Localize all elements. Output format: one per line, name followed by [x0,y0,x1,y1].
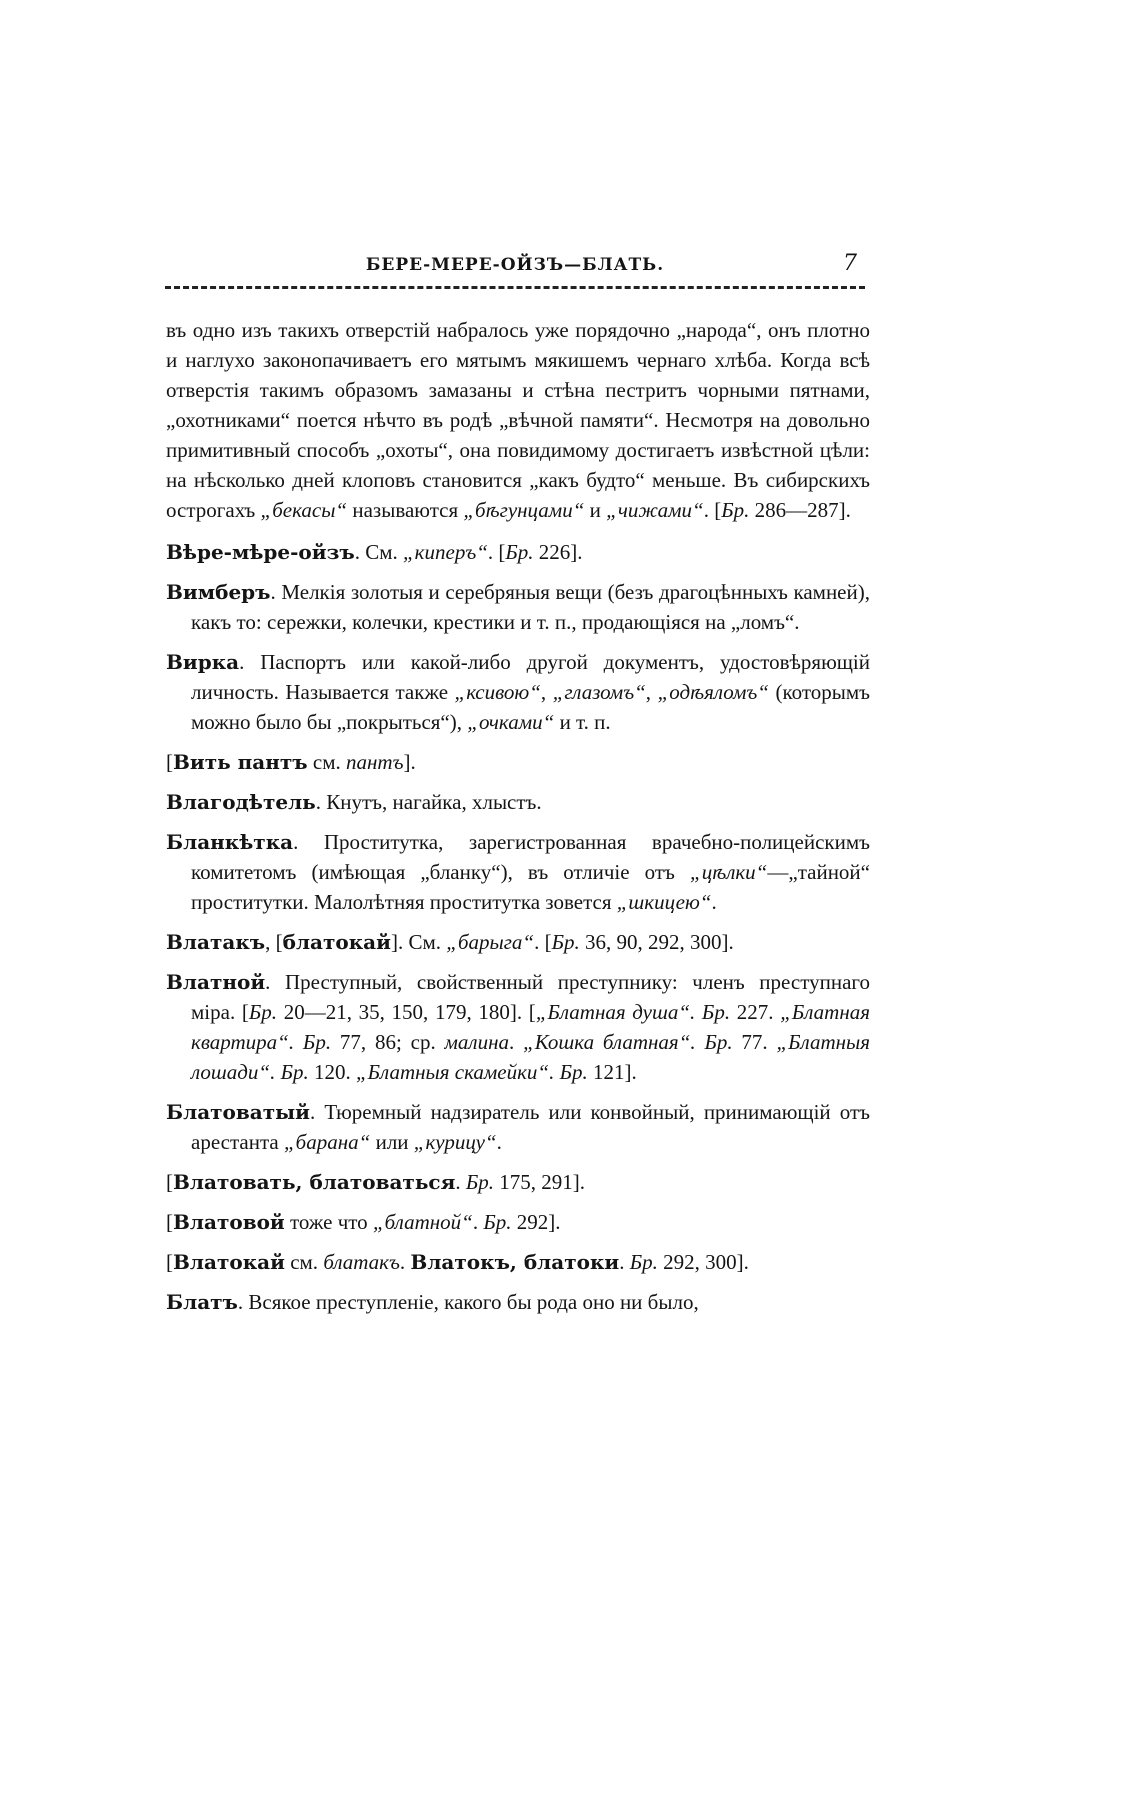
entry-text: , [540,680,553,704]
italic-text: „чижами“ [606,498,704,522]
italic-text: „очками“ [467,710,555,734]
italic-text: „барыга“ [446,930,535,954]
italic-text: „барана“ [283,1130,371,1154]
entry-text: тоже что [284,1210,373,1234]
dictionary-entry [166,1167,870,1197]
entry-text: 226]. [533,540,583,564]
italic-text: „блатной“ [372,1210,473,1234]
dictionary-entry [166,927,870,957]
running-header [165,251,865,295]
entry-text: называются [347,498,464,522]
dictionary-entry [166,647,870,737]
dictionary-entry [166,537,870,567]
italic-text: Бр. [465,1170,494,1194]
entry-text: . [472,1210,484,1234]
italic-text: „бѣгунцами“ [463,498,585,522]
entry-headword: Влатовой [173,1210,285,1234]
italic-text: „ксивою“ [454,680,541,704]
entry-text: . [ [703,498,722,522]
entry-text: . Тюремный надзиратель или конвойный, принимающій отъ арестанта [191,1100,870,1154]
italic-text: „Блатныя лошади“. Бр. [191,1030,871,1084]
italic-text: Бр. [551,930,580,954]
entry-text: [ [166,1250,173,1274]
dictionary-entry [166,827,870,917]
entry-text: 175, 291]. [494,1170,585,1194]
entry-text: [ [166,1210,173,1234]
italic-text: „одѣяломъ“ [657,680,769,704]
dictionary-entries [166,315,870,1327]
entry-headword: Вирка [166,650,240,674]
italic-text: „Блатная квартира“. Бр. [191,1000,871,1054]
italic-text: Бр. [483,1210,512,1234]
entry-text: , [645,680,658,704]
entry-text: . [619,1250,630,1274]
italic-text: блатакъ [323,1250,400,1274]
entry-text: см. [307,750,347,774]
dictionary-entry [166,747,870,777]
italic-text: „Блатная душа“. Бр. [535,1000,731,1024]
entry-text: . Паспортъ или какой-либо другой документъ, удостовѣряющій личность. Называется также [191,650,870,704]
entry-text: [ [166,750,173,774]
entry-text: и т. п. [554,710,611,734]
dictionary-entry [166,1207,870,1237]
entry-text: 286—287]. [749,498,851,522]
entry-text: см. [284,1250,324,1274]
italic-text: Бр. [721,498,750,522]
entry-text: въ одно изъ такихъ отверстій набралось уже порядочно „народа“, онъ плотно и наглухо законопачиваетъ его мятымъ мякишемъ чернаго хлѣба. Когда всѣ отверстія такимъ образомъ замазаны и стѣна пестритъ чорными пятнами, „охотниками“ поется нѣчто въ родѣ „вѣчной памяти“. Несмотря на довольно примитивный способъ „охоты“, она повидимому достигаетъ извѣстной цѣли: на нѣсколько дней клоповъ становится „какъ будто“ меньше. Въ сибирскихъ острогахъ [166,318,870,522]
italic-text: „шкицею“ [616,890,712,914]
entry-headword: Блатоватый [166,1100,311,1124]
entry-text: 227. [730,1000,781,1024]
entry-text: 36, 90, 292, 300]. [579,930,734,954]
entry-text: , [ [265,930,283,954]
entry-headword: Влатокъ, блатоки [410,1250,620,1274]
italic-text: „курицу“ [413,1130,497,1154]
italic-text: Бр. [248,1000,278,1024]
entry-text: [ [166,1170,173,1194]
entry-continuation [166,315,870,525]
entry-text: 121]. [587,1060,637,1084]
entry-text: . Преступный, свойственный преступнику: членъ преступнаго міра. [ [191,970,870,1024]
entry-text: . См. [354,540,403,564]
italic-text: „Кошка блатная“. Бр. [523,1030,733,1054]
entry-headword: Влатакъ [166,930,266,954]
entry-text: ]. См. [390,930,447,954]
entry-text: 292]. [511,1210,561,1234]
entry-text: . Проститутка, зарегистрованная врачебно-полицейскимъ комитетомъ (имѣющая „бланку“), въ отличіе отъ [191,830,870,884]
page-number: 7 [843,251,857,276]
entry-text: . [496,1130,502,1154]
entry-text: . Кнутъ, нагайка, хлыстъ. [315,790,542,814]
entry-headword: Вѣре-мѣре-ойзъ [166,540,355,564]
entry-text: 20—21, 35, 150, 179, 180]. [ [277,1000,536,1024]
dictionary-entry [166,577,870,637]
entry-text: . Мелкія золотыя и серебряныя вещи (безъ драгоцѣнныхъ камней), какъ то: сережки, колечки, крестики и т. п., продающіяся на „ломъ“. [191,580,870,634]
entry-text: . [ [487,540,506,564]
italic-text: пантъ [346,750,404,774]
entry-text: или [370,1130,414,1154]
italic-text: „киперъ“ [403,540,488,564]
italic-text: „бекасы“ [260,498,348,522]
entry-text: —„тайной“ проститутки. Малолѣтняя проститутка зовется [191,860,870,914]
entry-headword: Влатовать, блатоваться [173,1170,456,1194]
entry-text: ]. [403,750,416,774]
dictionary-entry [166,1097,870,1157]
entry-headword: Вить пантъ [173,750,308,774]
entry-headword: блатокай [282,930,391,954]
header-rule [165,286,865,289]
entry-headword: Бланкѣтка [166,830,294,854]
entry-text: . [711,890,717,914]
entry-text: 77, 86; ср. [331,1030,445,1054]
dictionary-entry [166,787,870,817]
italic-text: Бр. [629,1250,658,1274]
dictionary-entry [166,1287,870,1317]
entry-text: . Всякое преступленіе, какого бы рода оно ни было, [237,1290,699,1314]
italic-text: малина [444,1030,510,1054]
entry-text: . [509,1030,524,1054]
dictionary-entry [166,1247,870,1277]
entry-text: 77. [732,1030,777,1054]
entry-text: 292, 300]. [657,1250,749,1274]
italic-text: „глазомъ“ [552,680,646,704]
entry-text: . [455,1170,466,1194]
italic-text: „цѣлки“ [690,860,768,884]
entry-headword: Блатъ [166,1290,238,1314]
italic-text: Бр. [505,540,534,564]
italic-text: „Блатныя скамейки“. Бр. [355,1060,588,1084]
entry-text: 120. [308,1060,356,1084]
entry-text: и [584,498,607,522]
dictionary-entry [166,967,870,1087]
entry-text: (которымъ можно было бы „покрыться“), [191,680,871,734]
entry-headword: Вимберъ [166,580,271,604]
entry-headword: Влагодѣтель [166,790,316,814]
entry-headword: Влатной [166,970,266,994]
running-title: БЕРЕ-МЕРЕ-ОЙЗЪ—БЛАТЬ. [365,255,665,275]
entry-text: . [399,1250,411,1274]
entry-text: . [ [534,930,552,954]
entry-headword: Влатокай [173,1250,285,1274]
